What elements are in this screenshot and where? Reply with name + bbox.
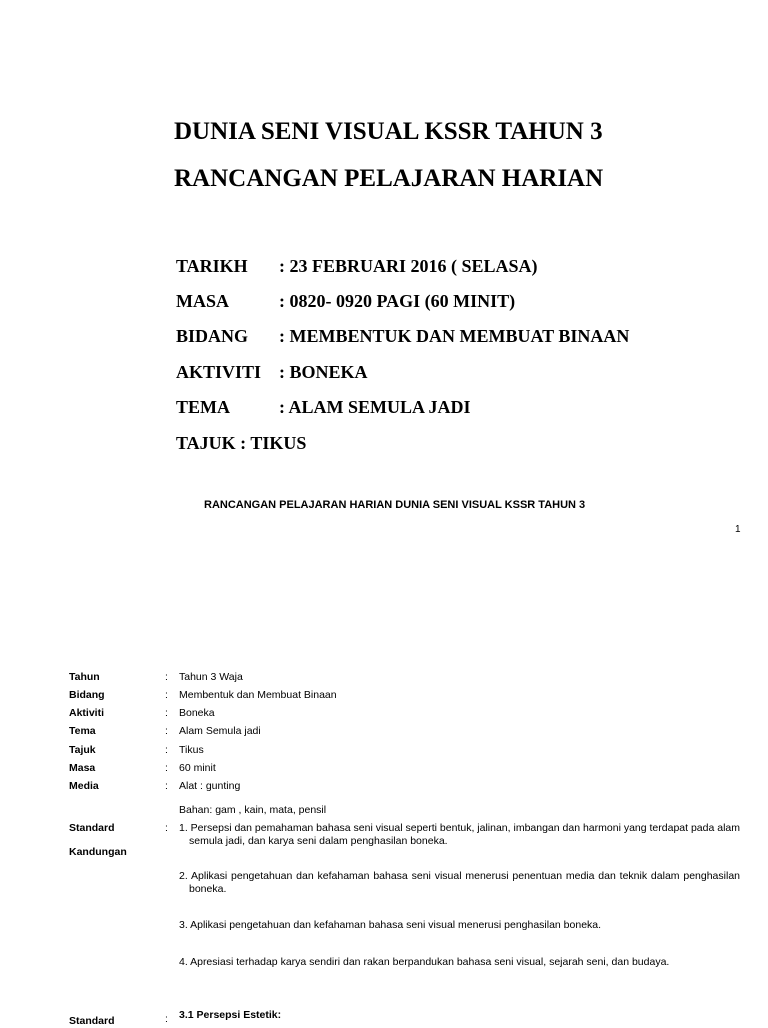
- info-value: : ALAM SEMULA JADI: [279, 397, 471, 417]
- row-colon: :: [165, 671, 168, 683]
- standard-kandungan-item-3: 3. Aplikasi pengetahuan dan kefahaman bahasa seni visual menerusi penghasilan boneka.: [179, 919, 602, 931]
- bahan-line: Bahan: gam , kain, mata, pensil: [179, 804, 327, 816]
- info-row-tema: [0, 397, 768, 419]
- row-colon: :: [165, 822, 168, 834]
- document-title: DUNIA SENI VISUAL KSSR TAHUN 3: [174, 118, 603, 145]
- row-value: Tikus: [179, 744, 204, 756]
- row-colon: :: [165, 707, 168, 719]
- row-colon: :: [165, 762, 168, 774]
- standard-pembelajaran-item-1: 3.1 Persepsi Estetik:: [179, 1009, 282, 1021]
- info-row-tarikh: [0, 256, 768, 278]
- document-subtitle: RANCANGAN PELAJARAN HARIAN: [174, 165, 604, 192]
- info-label: BIDANG: [176, 326, 249, 346]
- row-colon: :: [165, 744, 168, 756]
- row-value: Membentuk dan Membuat Binaan: [179, 689, 337, 701]
- row-key: Aktiviti: [69, 707, 105, 719]
- info-value: : MEMBENTUK DAN MEMBUAT BINAAN: [279, 326, 630, 346]
- running-header: RANCANGAN PELAJARAN HARIAN DUNIA SENI VISUAL KSSR TAHUN 3: [204, 499, 586, 511]
- standard-kandungan-item-2: 2. Aplikasi pengetahuan dan kefahaman bahasa seni visual menerusi penentuan media dan teknik dalam penghasilan boneka.: [179, 870, 740, 895]
- row-key: Tahun: [69, 671, 100, 683]
- info-row-aktiviti: [0, 362, 768, 384]
- info-value: : 23 FEBRUARI 2016 ( SELASA): [279, 256, 538, 276]
- row-value: 60 minit: [179, 762, 216, 774]
- row-key: Tajuk: [69, 744, 96, 756]
- row-value: Boneka: [179, 707, 215, 719]
- row-value: Alat : gunting: [179, 780, 241, 792]
- standard-kandungan-key-line2: Kandungan: [69, 846, 127, 858]
- standard-kandungan-item-4: 4. Apresiasi terhadap karya sendiri dan rakan berpandukan bahasa seni visual, sejarah seni, dan budaya.: [179, 956, 670, 968]
- info-label: AKTIVITI: [176, 362, 262, 382]
- row-value: Alam Semula jadi: [179, 725, 261, 737]
- standard-pembelajaran-key: Standard: [69, 1015, 115, 1027]
- info-label: TEMA: [176, 397, 230, 417]
- info-value: : 0820- 0920 PAGI (60 MINIT): [279, 291, 516, 311]
- info-value: : BONEKA: [279, 362, 368, 382]
- row-key: Media: [69, 780, 99, 792]
- standard-kandungan-item-1: 1. Persepsi dan pemahaman bahasa seni visual seperti bentuk, jalinan, imbangan dan harmoni yang terdapat pada alam semula jadi, dan karya seni dalam penghasilan boneka.: [179, 822, 740, 847]
- info-row-bidang: [0, 326, 768, 348]
- row-colon: :: [165, 725, 168, 737]
- row-key: Tema: [69, 725, 96, 737]
- standard-kandungan-key: Standard: [69, 822, 115, 834]
- info-label: TARIKH: [176, 256, 248, 276]
- info-row-masa: [0, 291, 768, 313]
- tajuk-line: TAJUK : TIKUS: [176, 433, 307, 453]
- page-number: 1: [735, 524, 741, 535]
- row-key: Bidang: [69, 689, 105, 701]
- row-value: Tahun 3 Waja: [179, 671, 243, 683]
- row-key: Masa: [69, 762, 96, 774]
- row-colon: :: [165, 689, 168, 701]
- info-label: MASA: [176, 291, 229, 311]
- row-colon: :: [165, 780, 168, 792]
- row-colon: :: [165, 1013, 168, 1025]
